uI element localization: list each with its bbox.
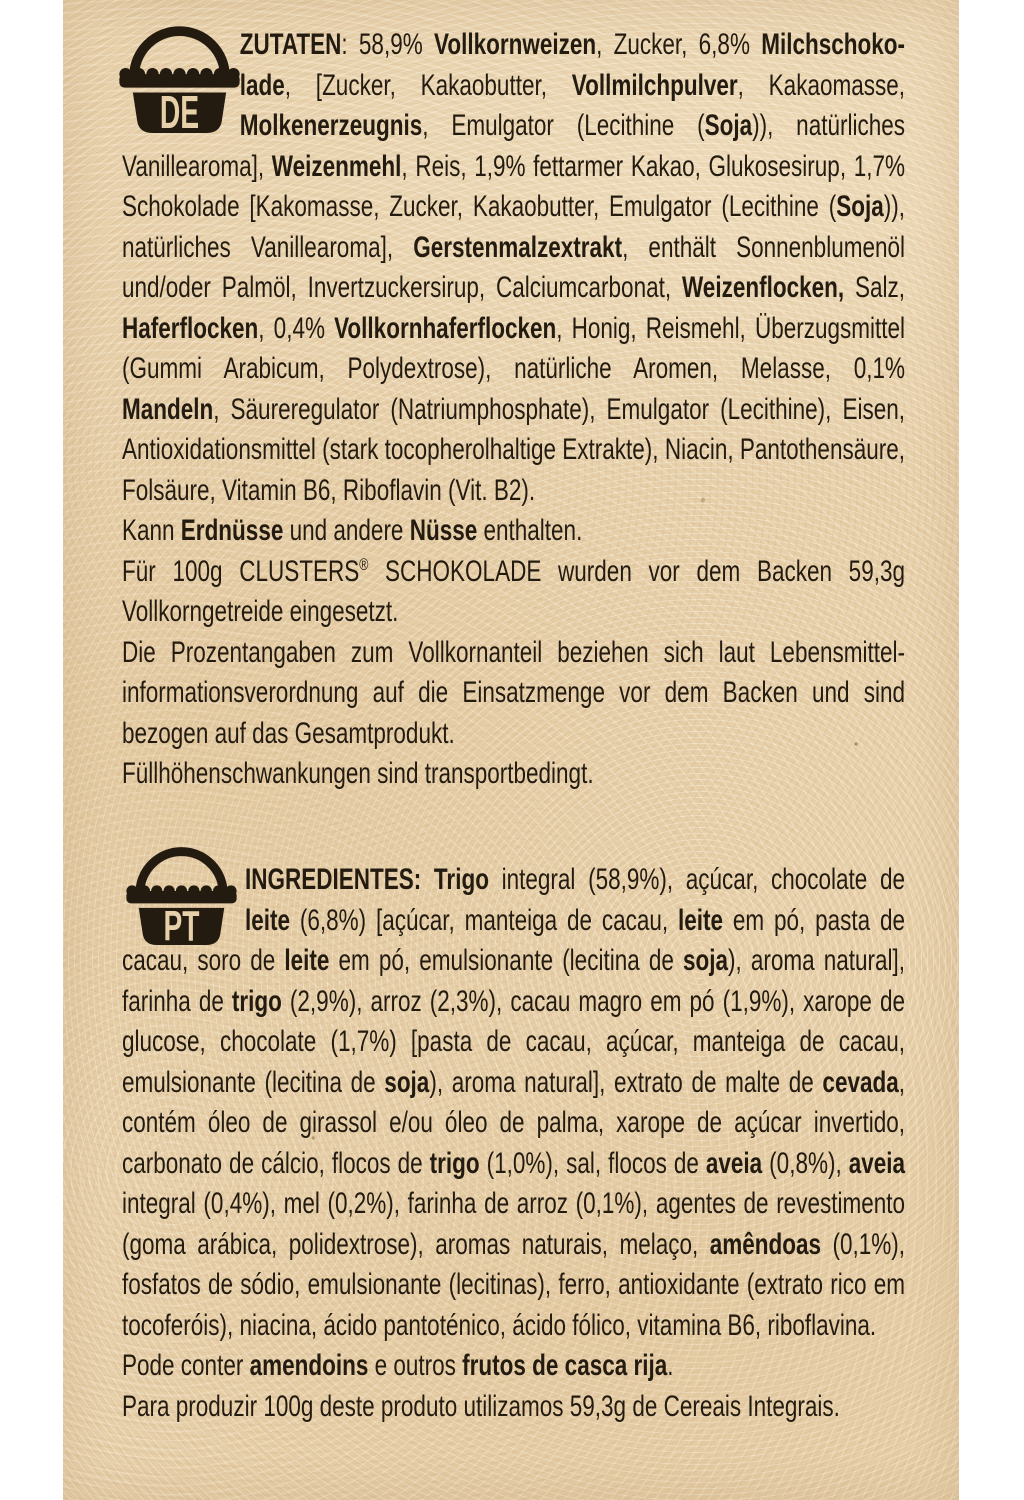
ingredient-text: , Kakaomasse, (737, 68, 905, 102)
ingredients-text-pt (122, 860, 905, 1427)
bold-ingredient-text: leite (284, 944, 330, 977)
bold-ingredient-text: soja (384, 1065, 430, 1099)
bold-ingredient-text: Mandeln (122, 392, 214, 426)
ingredients-paragraph (122, 511, 905, 552)
ingredient-text: )), natürliches Vanillearoma], (122, 109, 905, 183)
bold-ingredient-text: Soja (704, 109, 753, 142)
bold-ingredient-text: ZUTATEN (239, 28, 342, 61)
ingredient-text: Para produzir 100g deste produto utilizamos 59,3g de Cereais Integrais. (122, 1389, 840, 1423)
ingredient-text: (6,8%) [açúcar, manteiga de cacau, (290, 903, 679, 937)
ingredient-text: ), aroma natural], farinha de (122, 944, 905, 1018)
bold-ingredient-text: trigo (231, 984, 282, 1018)
bold-ingredient-text: cevada (822, 1065, 899, 1099)
ingredient-text: , Emulgator (Lecithine ( (422, 109, 705, 142)
bold-ingredient-text: soja (682, 944, 728, 977)
ingredients-paragraph (122, 754, 905, 795)
ingredients-paragraph (122, 1346, 905, 1387)
bold-ingredient-text: leite (245, 903, 291, 937)
ingredient-text: , enthält Sonnenblumenöl und/oder Palmöl, Invertzuckersirup, Calciumcarbonat, (122, 230, 905, 304)
bold-ingredient-text: Nüsse (409, 514, 478, 547)
bold-ingredient-text: Vollkornhaferflocken (334, 311, 557, 345)
ingredient-text: , Säureregulator (Natriumphosphate), Emulgator (Lecithine), Eisen, Antioxidationsmittel (stark tocopherolhaltige Extrakte), Niacin, Pantothensäure, Folsäure, Vitamin B6, Riboflavin (Vit. B2). (122, 392, 905, 507)
ingredient-text: . (667, 1349, 674, 1382)
ingredient-text: Die Prozentangaben zum Vollkornanteil beziehen sich laut Lebensmittelinformationsverordnung auf die Einsatzmenge vor dem Backen und sind bezogen auf das Gesamtprodukt. (122, 635, 905, 750)
bold-ingredient-text: aveia (705, 1146, 763, 1180)
icon-spacer (122, 25, 240, 137)
ingredients-text-de (122, 25, 905, 795)
ingredient-text: Füllhöhenschwankungen sind transportbedingt. (122, 757, 594, 790)
ingredient-text: e outros (368, 1349, 463, 1382)
ingredient-text: , 0,4% (258, 311, 335, 345)
ingredient-text: , Honig, Reismehl, Überzugsmittel (Gummi Arabicum, Polydextrose), natürliche Aromen, Melasse, 0,1% (122, 311, 905, 385)
bold-ingredient-text: Vollmilchpulver (571, 68, 738, 102)
ingredient-text: , [Zucker, Kakaobutter, (284, 68, 572, 102)
ingredient-text: Pode conter (122, 1349, 250, 1382)
ingredient-text: em pó, pasta de cacau, soro de (122, 903, 905, 977)
bold-ingredient-text: Weizenflocken, (681, 271, 845, 304)
ingredients-paragraph (122, 25, 905, 511)
ingredient-text: Kann (122, 514, 181, 547)
ingredient-text: (2,9%), arroz (2,3%), cacau magro em pó (1,9%), xarope de glucose, chocolate (1,7%) [pasta de cacau, açúcar, manteiga de cacau, emulsionante (lecitina de (122, 984, 905, 1099)
language-code-pt: PT (163, 902, 200, 945)
bold-ingredient-text: Haferflocken (122, 311, 259, 345)
ingredient-text: ), aroma natural], extrato de malte de (429, 1065, 823, 1099)
ingredient-text: integral (0,4%), mel (0,2%), farinha de arroz (0,1%), agentes de revestimento (goma arábica, polidextrose), aromas naturais, melaço, (122, 1187, 905, 1261)
ingredients-paragraph (122, 633, 905, 755)
ingredients-paragraph (122, 552, 905, 633)
kraft-paper-label (63, 0, 959, 1500)
ingredient-text: , contém óleo de girassol e/ou óleo de palma, xarope de açúcar invertido, carbonato de cálcio, flocos de (122, 1065, 905, 1180)
language-code-de: DE (159, 86, 200, 133)
ingredient-text: SCHOKOLADE wurden vor dem Backen 59,3g Vollkorngetreide eingesetzt. (122, 554, 905, 628)
registered-trademark-symbol: ® (359, 555, 369, 574)
bold-ingredient-text: INGREDIENTES: Trigo (245, 863, 489, 896)
bold-ingredient-text: Molkenerzeugnis (239, 109, 423, 142)
ingredient-text: : 58,9% (341, 28, 434, 61)
ingredient-text: (0,8%), (762, 1146, 849, 1180)
bold-ingredient-text: Soja (836, 190, 884, 223)
bold-ingredient-text: aveia (848, 1146, 905, 1180)
bold-ingredient-text: amendoins (249, 1349, 369, 1382)
bold-ingredient-text: frutos de casca rija (462, 1349, 668, 1382)
ingredients-paragraph (122, 1387, 905, 1428)
ingredient-text: , Zucker, 6,8% (596, 28, 762, 61)
bold-ingredient-text: leite (678, 903, 724, 937)
ingredient-text: integral (58,9%), açúcar, chocolate de (488, 863, 905, 896)
ingredient-text: enthalten. (477, 514, 583, 547)
bold-ingredient-text: Vollkornweizen (433, 28, 597, 61)
icon-spacer (122, 860, 245, 938)
bold-ingredient-text: Weizenmehl (271, 149, 402, 183)
bold-ingredient-text: Erdnüsse (180, 514, 284, 547)
ingredient-text: und andere (283, 514, 410, 547)
ingredient-text: )), natürliches Vanillearoma], (122, 190, 905, 264)
bold-ingredient-text: Milchschokolade (239, 28, 905, 102)
bold-ingredient-text: Gerstenmalzextrakt (413, 230, 623, 264)
bold-ingredient-text: amêndoas (709, 1227, 822, 1261)
ingredient-text: em pó, emulsionante (lecitina de (329, 944, 683, 977)
ingredient-text: Für 100g CLUSTERS (122, 554, 360, 588)
ingredient-text: , Reis, 1,9% fettarmer Kakao, Glukosesirup, 1,7% Schokolade [Kakomasse, Zucker, Kakaobutter, Emulgator (Lecithine ( (122, 149, 905, 223)
ingredient-text: (0,1%), fosfatos de sódio, emulsionante (lecitinas), ferro, antioxidante (extrato rico em tocoferóis), niacina, ácido pantoténico, ácido fólico, vitamina B6, riboflavina. (122, 1227, 905, 1342)
bold-ingredient-text: trigo (429, 1146, 480, 1180)
ingredient-text: Salz, (844, 271, 906, 304)
ingredient-text: (1,0%), sal, flocos de (479, 1146, 706, 1180)
